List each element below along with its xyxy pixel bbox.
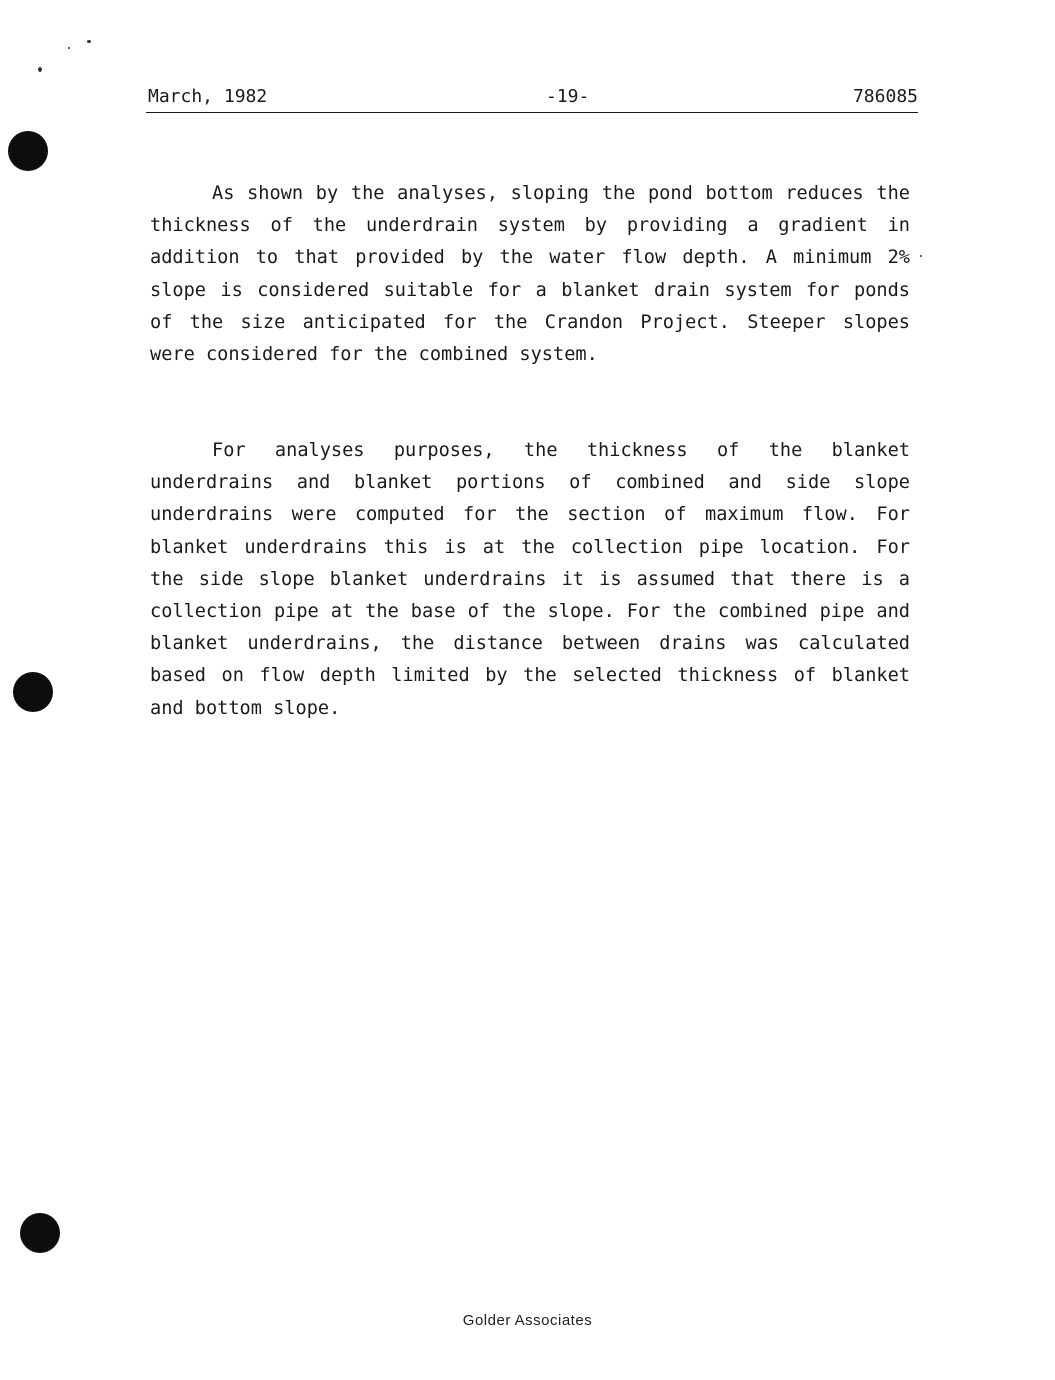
page-header — [146, 86, 918, 113]
body-paragraph-2: For analyses purposes, the thickness of the blanket underdrains and blanket portions of combined and side slope underdrains were computed for the section of maximum flow. For blanket underdrains this is at the collection pipe location. For the side slope blanket underdrains it is assumed that there is a collection pipe at the base of the slope. For the combined pipe and blanket underdrains, the distance between drains was calculated based on flow depth limited by the selected thickness of blanket and bottom slope. — [150, 440, 910, 719]
scan-speck — [87, 40, 91, 43]
scan-speck — [920, 255, 922, 257]
body-paragraph-1: As shown by the analyses, sloping the pond bottom reduces the thickness of the underdrain system by providing a gradient in addition to that provided by the water flow depth. A minimum 2% slope is considered suitable for a blanket drain system for ponds of the size anticipated for the Crandon Project. Steeper slopes were considered for the combined system. — [150, 183, 910, 366]
punch-hole-middle — [13, 672, 53, 712]
header-page-number: -19- — [546, 86, 590, 107]
scan-speck — [38, 67, 42, 72]
punch-hole-bottom — [20, 1213, 60, 1253]
scan-speck — [68, 47, 70, 49]
footer-company: Golder Associates — [462, 1312, 593, 1329]
header-date: March, 1982 — [148, 86, 268, 107]
header-document-number: 786085 — [852, 86, 918, 107]
punch-hole-top — [8, 131, 48, 171]
